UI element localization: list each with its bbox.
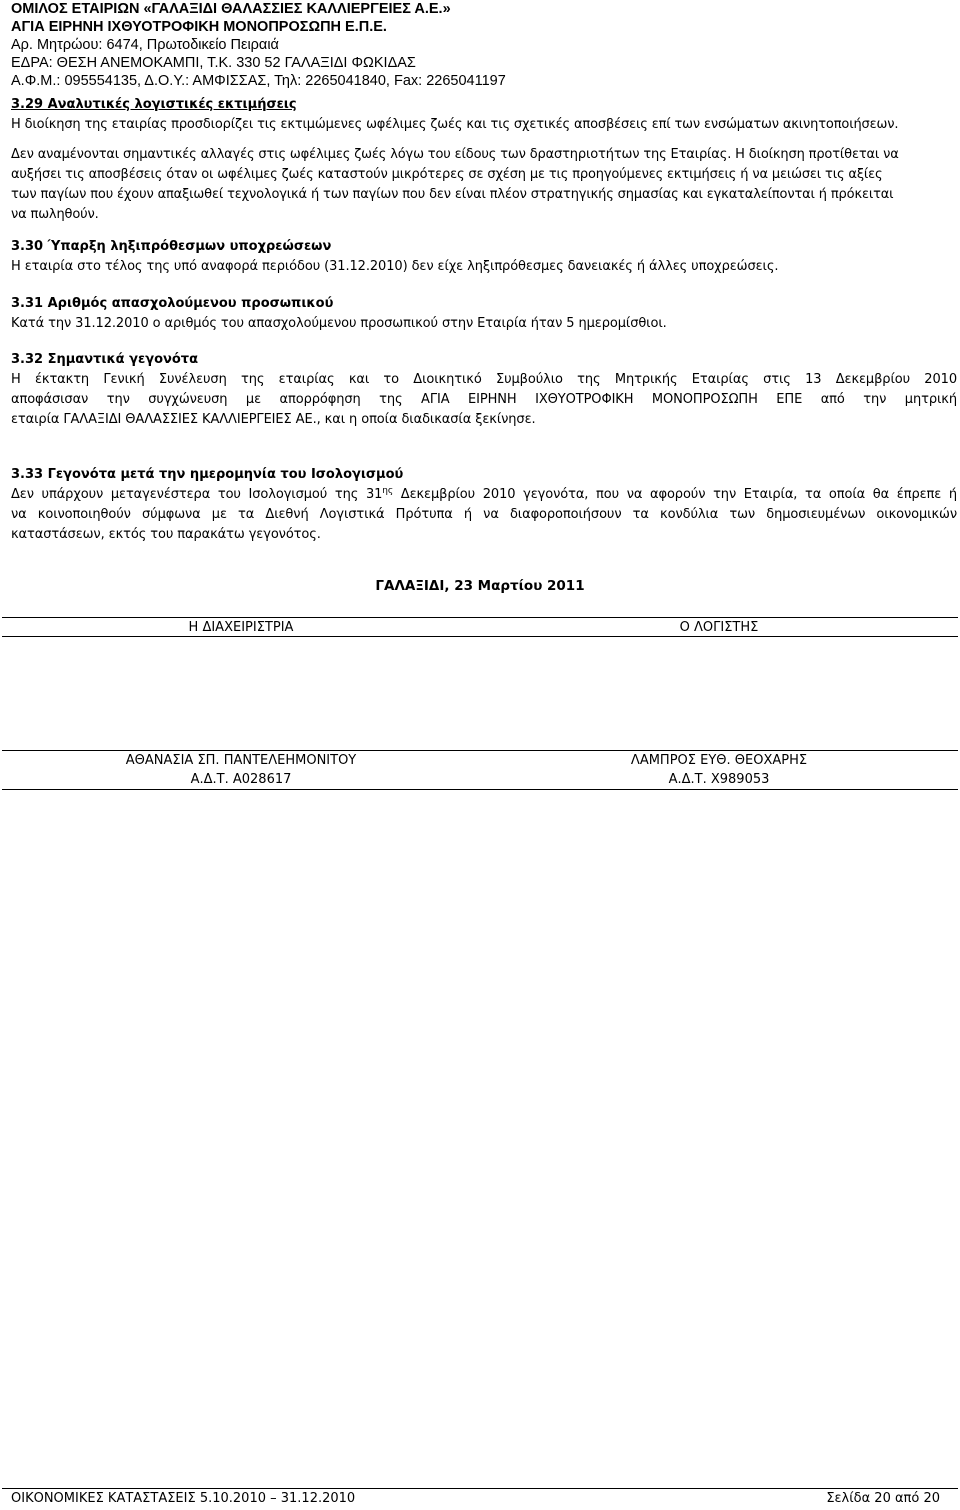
footer-rule	[2, 1488, 958, 1489]
section-title: 3.31 Αριθμός απασχολούμενου προσωπικού	[11, 296, 334, 311]
table-rule	[2, 636, 958, 637]
paragraph-line: Δεν αναμένονται σημαντικές αλλαγές στις ωφέλιμες ζωές λόγω του είδους των δραστηριοτήτων της Εταιρίας. Η διοίκηση προτίθεται να	[11, 147, 899, 162]
signature-table	[2, 617, 958, 792]
header-group-name: ΟΜΙΛΟΣ ΕΤΑΙΡΙΩΝ «ΓΑΛΑΞΙΔΙ ΘΑΛΑΣΣΙΕΣ ΚΑΛΛΙΕΡΓΕΙΕΣ Α.Ε.»	[11, 1, 451, 17]
text-part: Δεκεμβρίου 2010 γεγονότα, που να αφορούν την Εταιρία, τα οποία θα έπρεπε ή	[393, 487, 957, 502]
paragraph-line: Η διοίκηση της εταιρίας προσδιορίζει τις εκτιμώμενες ωφέλιμες ζωές και τις σχετικές αποσβέσεις επί των ενσώματων ακινητοποιήσεων.	[11, 117, 899, 132]
section-title: 3.33 Γεγονότα μετά την ημερομηνία του Ισολογισμού	[11, 467, 404, 482]
section-text: Κατά την 31.12.2010 ο αριθμός του απασχολούμενου προσωπικού στην Εταιρία ήταν 5 ημερομίσθιοι.	[11, 316, 667, 331]
paragraph-line: να πωληθούν.	[11, 207, 99, 222]
company-header	[11, 0, 951, 90]
section-title: 3.29 Αναλυτικές λογιστικές εκτιμήσεις	[11, 97, 297, 112]
signature-role-left: Η ΔΙΑΧΕΙΡΙΣΤΡΙΑ	[188, 620, 294, 635]
section-3-33	[11, 465, 957, 545]
footer-document-title: ΟΙΚΟΝΟΜΙΚΕΣ ΚΑΤΑΣΤΑΣΕΙΣ 5.10.2010 – 31.12.2010	[11, 1491, 356, 1506]
section-title: 3.32 Σημαντικά γεγονότα	[11, 352, 199, 367]
section-3-31	[11, 294, 957, 334]
paragraph-line: καταστάσεων, εκτός του παρακάτω γεγονότος.	[11, 527, 321, 542]
signature-id-right: Α.Δ.Τ. Χ989053	[668, 772, 770, 787]
section-3-29	[11, 95, 957, 225]
signature-role-right: Ο ΛΟΓΙΣΤΗΣ	[679, 620, 759, 635]
footer-page-number: Σελίδα 20 από 20	[826, 1491, 940, 1506]
header-company-name: ΑΓΙΑ ΕΙΡΗΝΗ ΙΧΘΥΟΤΡΟΦΙΚΗ ΜΟΝΟΠΡΟΣΩΠΗ Ε.Π.Ε.	[11, 19, 387, 35]
header-address: ΕΔΡΑ: ΘΕΣΗ ΑΝΕΜΟΚΑΜΠΙ, Τ.Κ. 330 52 ΓΑΛΑΞΙΔΙ ΦΩΚΙΔΑΣ	[11, 55, 416, 71]
header-registry: Αρ. Μητρώου: 6474, Πρωτοδικείο Πειραιά	[11, 37, 279, 53]
section-3-30	[11, 237, 957, 277]
paragraph-line	[11, 485, 957, 505]
signature-name-right: ΛΑΜΠΡΟΣ ΕΥΘ. ΘΕΟΧΑΡΗΣ	[630, 753, 808, 768]
paragraph-line: αποφάσισαν την συγχώνευση με απορρόφηση της ΑΓΙΑ ΕΙΡΗΝΗ ΙΧΘΥΟΤΡΟΦΙΚΗ ΜΟΝΟΠΡΟΣΩΠΗ ΕΠΕ από την μητρική	[11, 392, 957, 407]
signature-name-left: ΑΘΑΝΑΣΙΑ ΣΠ. ΠΑΝΤΕΛΕΗΜΟΝΙΤΟΥ	[125, 753, 357, 768]
section-3-32	[11, 350, 957, 430]
paragraph-line: να κοινοποιηθούν σύμφωνα με τα Διεθνή Λογιστικά Πρότυπα ή να διαφοροποιήσουν τα κονδύλια των δημοσιευμένων οικονομικών	[11, 507, 957, 522]
table-rule	[2, 789, 958, 790]
text-part: Δεν υπάρχουν μεταγενέστερα του Ισολογισμού της 31	[11, 487, 383, 502]
paragraph-line: αυξήσει τις αποσβέσεις όταν οι ωφέλιμες ζωές καταστούν μικρότερες σε σχέση με τις προηγούμενες εκτιμήσεις ή να μειώσει τις αξίες	[11, 167, 883, 182]
section-title: 3.30 Ύπαρξη ληξιπρόθεσμων υποχρεώσεων	[11, 239, 332, 254]
paragraph-line: Η έκτακτη Γενική Συνέλευση της εταιρίας και το Διοικητικό Συμβούλιο της Μητρικής Εταιρίας στις 13 Δεκεμβρίου 2010	[11, 372, 957, 387]
place-date-line: ΓΑΛΑΞΙΔΙ, 23 Μαρτίου 2011	[375, 578, 585, 594]
section-text: Η εταιρία στο τέλος της υπό αναφορά περιόδου (31.12.2010) δεν είχε ληξιπρόθεσμες δανειακές ή άλλες υποχρεώσεις.	[11, 259, 779, 274]
header-tax-contact: Α.Φ.Μ.: 095554135, Δ.Ο.Υ.: ΑΜΦΙΣΣΑΣ, Τηλ: 2265041840, Fax: 2265041197	[11, 73, 506, 89]
signature-id-left: Α.Δ.Τ. Α028617	[190, 772, 292, 787]
ordinal-superscript: ης	[382, 486, 394, 496]
paragraph-line: των παγίων που έχουν απαξιωθεί τεχνολογικά ή των παγίων που δεν είναι πλέον στρατηγικής σημασίας και εγκαταλείπονται ή πρόκειται	[11, 187, 894, 202]
paragraph-line: εταιρία ΓΑΛΑΞΙΔΙ ΘΑΛΑΣΣΙΕΣ ΚΑΛΛΙΕΡΓΕΙΕΣ ΑΕ., και η οποία διαδικασία ξεκίνησε.	[11, 412, 536, 427]
